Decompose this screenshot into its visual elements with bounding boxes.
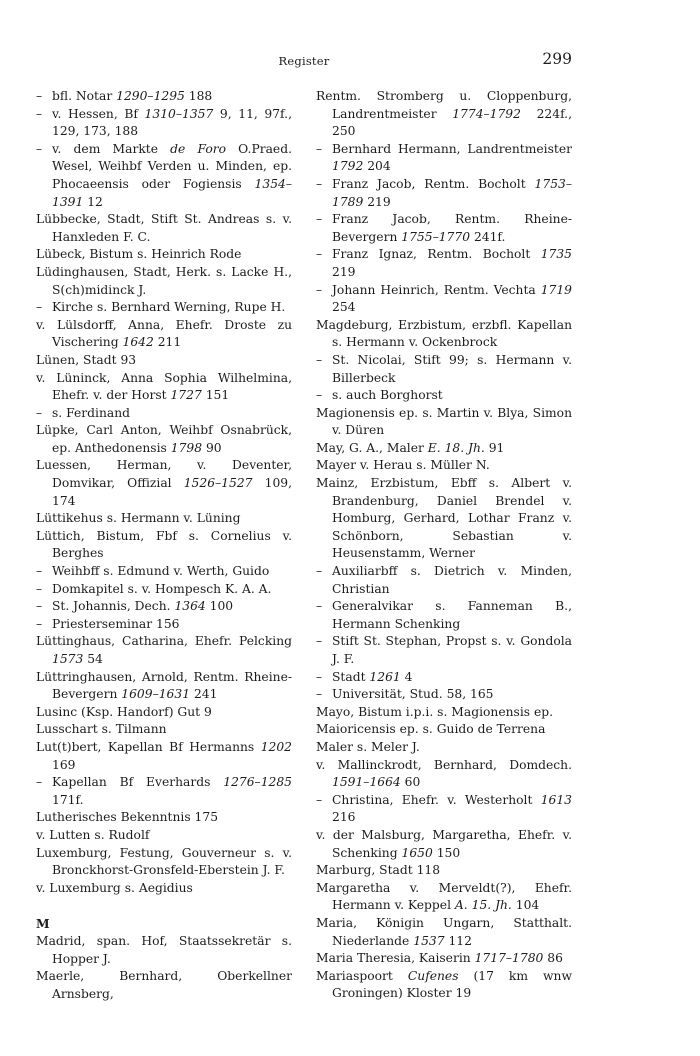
index-entry [36,457,292,510]
index-column-right [316,88,572,1003]
entry-text: St. Johannis, Dech. [52,599,175,614]
entry-date-italic: 1310–1357 [144,106,214,121]
index-subentry [36,88,292,106]
index-subentry [316,633,572,668]
index-entry [36,933,292,968]
index-entry [36,669,292,704]
entry-date-italic: 1613 [540,792,572,807]
index-entry [36,528,292,563]
entry-text: Stadt [332,669,370,684]
index-subentry [316,141,572,176]
index-entry [316,880,572,915]
entry-text: Lusinc (Ksp. Handorf) Gut 9 [36,704,212,719]
entry-text: Domkapitel s. v. Hompesch K. A. A. [52,581,272,596]
entry-text: 219 [363,194,391,209]
entry-text: v. der Malsburg, Margaretha, Ehefr. v. Schenking [316,827,572,860]
entry-text: 91 [484,440,505,455]
entry-date-italic: 1591–1664 [332,775,401,790]
entry-text: Generalvikar s. Fanneman B., Hermann Schenking [332,599,572,631]
index-subentry [36,563,292,581]
entry-text: 171f. [52,792,84,807]
index-subentry [316,176,572,211]
subentry-dash: – [36,775,43,790]
entry-date-italic: 1573 [52,652,84,666]
entry-text: 109, 174 [52,476,293,508]
entry-date-italic: 1727 [170,388,202,403]
subentry-dash: – [36,581,43,596]
entry-text: Lüttich, Bistum, Fbf s. Cornelius v. Berghes [36,528,292,561]
entry-text: Mainz, Erzbistum, Ebff s. Albert v. Brandenburg, Daniel Brendel v. Homburg, Gerhard, Lothar Franz v. Schönborn, Sebastian v. Heusenstamm, Werner [316,476,572,561]
index-subentry [316,686,572,704]
entry-text: Kapellan Bf Everhards [52,775,224,790]
entry-text: Mariaspoort [316,968,408,983]
subentry-dash: – [316,141,323,156]
entry-text: 150 [432,845,461,860]
entry-text: 241f. [470,229,506,244]
index-entry [36,633,292,668]
index-entry [316,739,572,757]
subentry-dash: – [316,352,323,367]
entry-text: Margaretha v. Merveldt(?), Ehefr. Hermann v. Keppel [316,880,572,913]
entry-date-italic: Cufenes [407,968,459,983]
entry-text: Lutherisches Bekenntnis 175 [36,810,219,825]
subentry-dash: – [36,106,43,121]
entry-date-italic: 1798 [170,440,203,455]
entry-text: 12 [83,194,103,209]
index-entry [36,704,292,722]
index-entry [36,370,292,405]
entry-text: St. Nicolai, Stift 99; s. Hermann v. Billerbeck [332,352,572,385]
index-entry [316,704,572,722]
index-subentry [316,598,572,633]
entry-text: 9, 11, 97f., 129, 173, 188 [52,106,292,139]
entry-text: Mayo, Bistum i.p.i. s. Magionensis ep. [316,704,554,719]
subentry-dash: – [316,669,323,684]
entry-date-italic: 1364 [174,599,206,614]
entry-text: 86 [543,951,563,966]
index-entry [36,352,292,370]
entry-text: 151 [201,388,230,403]
index-subentry [36,299,292,317]
subentry-dash: – [36,405,43,420]
entry-text: 54 [83,652,103,666]
running-title: Register [278,54,330,68]
entry-text: May, G. A., Maler [316,440,428,455]
page-header [36,50,572,74]
entry-text: Maler s. Meler J. [316,739,420,754]
entry-date-italic: 1755–1770 [401,229,471,244]
entry-date-italic: de Foro [170,141,227,156]
entry-date-italic: 1719 [540,282,572,297]
subentry-dash: – [316,599,323,614]
index-subentry [316,563,572,598]
subentry-dash: – [316,282,323,297]
index-entry [36,721,292,739]
index-entry [316,915,572,950]
index-entry [36,264,292,299]
subentry-dash: – [36,616,43,631]
index-entry [36,317,292,352]
page-number: 299 [542,50,572,68]
section-letter-heading: M [36,916,50,932]
subentry-dash: – [36,89,43,103]
entry-date-italic: 1290–1295 [116,89,185,103]
entry-date-italic: 1642 [122,335,154,350]
index-entry [316,475,572,563]
subentry-dash: – [316,792,323,807]
index-subentry [36,141,292,211]
entry-date-italic: 1650 [401,845,433,860]
index-entry [316,88,572,141]
entry-text: 204 [363,159,391,174]
entry-text: Bernhard Hermann, Landrentmeister [332,141,572,156]
entry-text: Lüttringhausen, Arnold, Rentm. Rheine-Bevergern [36,669,292,702]
entry-text: Maerle, Bernhard, Oberkellner Arnsberg, [36,969,292,1001]
entry-text: Luessen, Herman, v. Deventer, Domvikar, Offizial [36,458,292,491]
entry-text: O.Praed. Wesel, Weihbf Verden u. Minden, ep. Phocaeensis oder Fogiensis [52,141,292,191]
entry-text: v. Luxemburg s. Aegidius [36,880,193,895]
entry-text: 169 [52,757,76,772]
index-entry [316,721,572,739]
subentry-dash: – [36,599,43,614]
index-subentry [316,282,572,317]
entry-text: Lüttikehus s. Hermann v. Lüning [36,511,241,526]
index-subentry [316,387,572,405]
entry-text: Franz Jacob, Rentm. Rheine-Bevergern [332,212,572,244]
index-entry [36,246,292,264]
index-entry [36,211,292,246]
entry-date-italic: 1537 [413,933,445,948]
subentry-dash: – [316,212,323,227]
entry-text: 104 [511,898,540,913]
subentry-dash: – [316,687,323,702]
entry-text: Lüdinghausen, Stadt, Herk. s. Lacke H., S(ch)midinck J. [36,264,292,297]
entry-text: v. Hessen, Bf [52,106,145,121]
entry-text: Franz Jacob, Rentm. Bocholt [332,176,535,191]
entry-text: s. Ferdinand [52,405,130,420]
index-entry [316,317,572,352]
index-subentry [316,246,572,281]
entry-text: Lusschart s. Tilmann [36,722,167,737]
entry-text: Priesterseminar 156 [52,616,180,631]
entry-text: 60 [400,775,421,790]
index-subentry [316,211,572,246]
index-subentry [36,106,292,141]
index-entry [36,827,292,845]
index-entry [316,440,572,458]
index-entry [36,845,292,880]
entry-text: Magdeburg, Erzbistum, erzbfl. Kapellan s. Hermann v. Ockenbrock [316,317,572,350]
index-entry [316,968,572,1003]
entry-text: Maioricensis ep. s. Guido de Terrena [316,722,546,737]
entry-date-italic: 1774–1792 [452,106,521,121]
entry-text: 216 [332,810,356,825]
entry-text: 224f., 250 [332,106,572,139]
index-entry [316,950,572,968]
index-entry [36,510,292,528]
entry-text: Magionensis ep. s. Martin v. Blya, Simon v. Düren [316,405,572,438]
index-entry [36,422,292,457]
entry-text: v. dem Markte [52,141,171,156]
entry-date-italic: 1526–1527 [183,476,253,491]
entry-date-italic: 1609–1631 [121,687,191,702]
index-entry [36,968,292,1003]
entry-text: 211 [153,335,182,350]
entry-text: 4 [400,669,413,684]
entry-text: 100 [205,599,234,614]
subentry-dash: – [316,176,323,191]
index-subentry [316,352,572,387]
subentry-dash: – [36,300,43,315]
entry-text: 112 [444,933,472,948]
subentry-dash: – [36,141,43,156]
entry-text: Weihbff s. Edmund v. Werth, Guido [52,564,270,579]
index-subentry [316,792,572,827]
subentry-dash: – [316,388,323,403]
entry-text: 219 [332,264,356,279]
index-subentry [36,405,292,423]
entry-text: Lüttinghaus, Catharina, Ehefr. Pelcking [36,634,292,649]
subentry-dash: – [36,564,43,579]
entry-date-italic: 1354–1391 [52,176,292,209]
entry-text: 188 [184,89,213,103]
index-entry [316,757,572,792]
entry-text: 241 [190,687,218,702]
entry-text: Marburg, Stadt 118 [316,863,441,878]
entry-text: Franz Ignaz, Rentm. Bocholt [332,247,541,262]
subentry-dash: – [316,634,323,649]
index-entry [36,880,292,898]
entry-date-italic: 1261 [369,669,401,684]
entry-text: s. auch Borghorst [332,388,443,403]
entry-text: Lüpke, Carl Anton, Weihbf Osnabrück, ep. Anthedonensis [36,423,292,455]
entry-text: Stift St. Stephan, Propst s. v. Gondola J. F. [332,634,572,666]
entry-text: Lünen, Stadt 93 [36,352,137,367]
index-subentry [316,669,572,687]
entry-text: v. Lüninck, Anna Sophia Wilhelmina, Ehefr. v. der Horst [36,370,292,403]
entry-text: Rentm. Stromberg u. Cloppenburg, Landrentmeister [316,89,572,121]
entry-date-italic: A. 15. Jh. [454,898,512,913]
entry-text: v. Lutten s. Rudolf [36,827,150,842]
entry-text: Maria, Königin Ungarn, Statthalt. Niederlande [316,915,572,948]
entry-date-italic: 1202 [260,739,292,754]
entry-date-italic: 1717–1780 [474,951,544,966]
entry-text: Universität, Stud. 58, 165 [332,687,494,702]
entry-text: (17 km wnw Groningen) Kloster 19 [332,968,572,1001]
entry-date-italic: 1276–1285 [223,775,292,790]
entry-date-italic: 1753–1789 [332,176,572,209]
index-entry [316,405,572,440]
entry-date-italic: 1792 [332,159,364,174]
entry-text: Christina, Ehefr. v. Westerholt [332,792,541,807]
entry-text: Lübbecke, Stadt, Stift St. Andreas s. v. Hanxleden F. C. [36,212,292,244]
entry-text: Lut(t)bert, Kapellan Bf Hermanns [36,739,261,754]
entry-text: 90 [202,440,222,455]
entry-text: Auxiliarbff s. Dietrich v. Minden, Christian [332,564,572,596]
index-subentry [36,598,292,616]
index-entry [316,862,572,880]
entry-date-italic: E. 18. Jh. [427,440,485,455]
entry-text: Maria Theresia, Kaiserin [316,951,475,966]
entry-text: Mayer v. Herau s. Müller N. [316,458,490,473]
entry-text: bfl. Notar [52,89,117,103]
entry-text: v. Lülsdorff, Anna, Ehefr. Droste zu Vischering [36,317,292,350]
index-column-left [36,88,292,1003]
index-entry [316,457,572,475]
entry-text: Lübeck, Bistum s. Heinrich Rode [36,247,242,262]
subentry-dash: – [316,247,323,262]
entry-text: v. Mallinckrodt, Bernhard, Domdech. [316,757,572,772]
index-entry [36,739,292,774]
index-subentry [36,581,292,599]
entry-text: Kirche s. Bernhard Werning, Rupe H. [52,300,286,315]
entry-text: Luxemburg, Festung, Gouverneur s. v. Bronckhorst-Gronsfeld-Eberstein J. F. [36,845,292,878]
index-subentry [36,616,292,634]
entry-text: Johann Heinrich, Rentm. Vechta [332,282,541,297]
index-entry [36,809,292,827]
entry-text: 254 [332,300,356,315]
entry-text: Madrid, span. Hof, Staatssekretär s. Hopper J. [36,933,292,966]
index-subentry [36,774,292,809]
subentry-dash: – [316,564,323,579]
entry-date-italic: 1735 [540,247,572,262]
index-entry [316,827,572,862]
